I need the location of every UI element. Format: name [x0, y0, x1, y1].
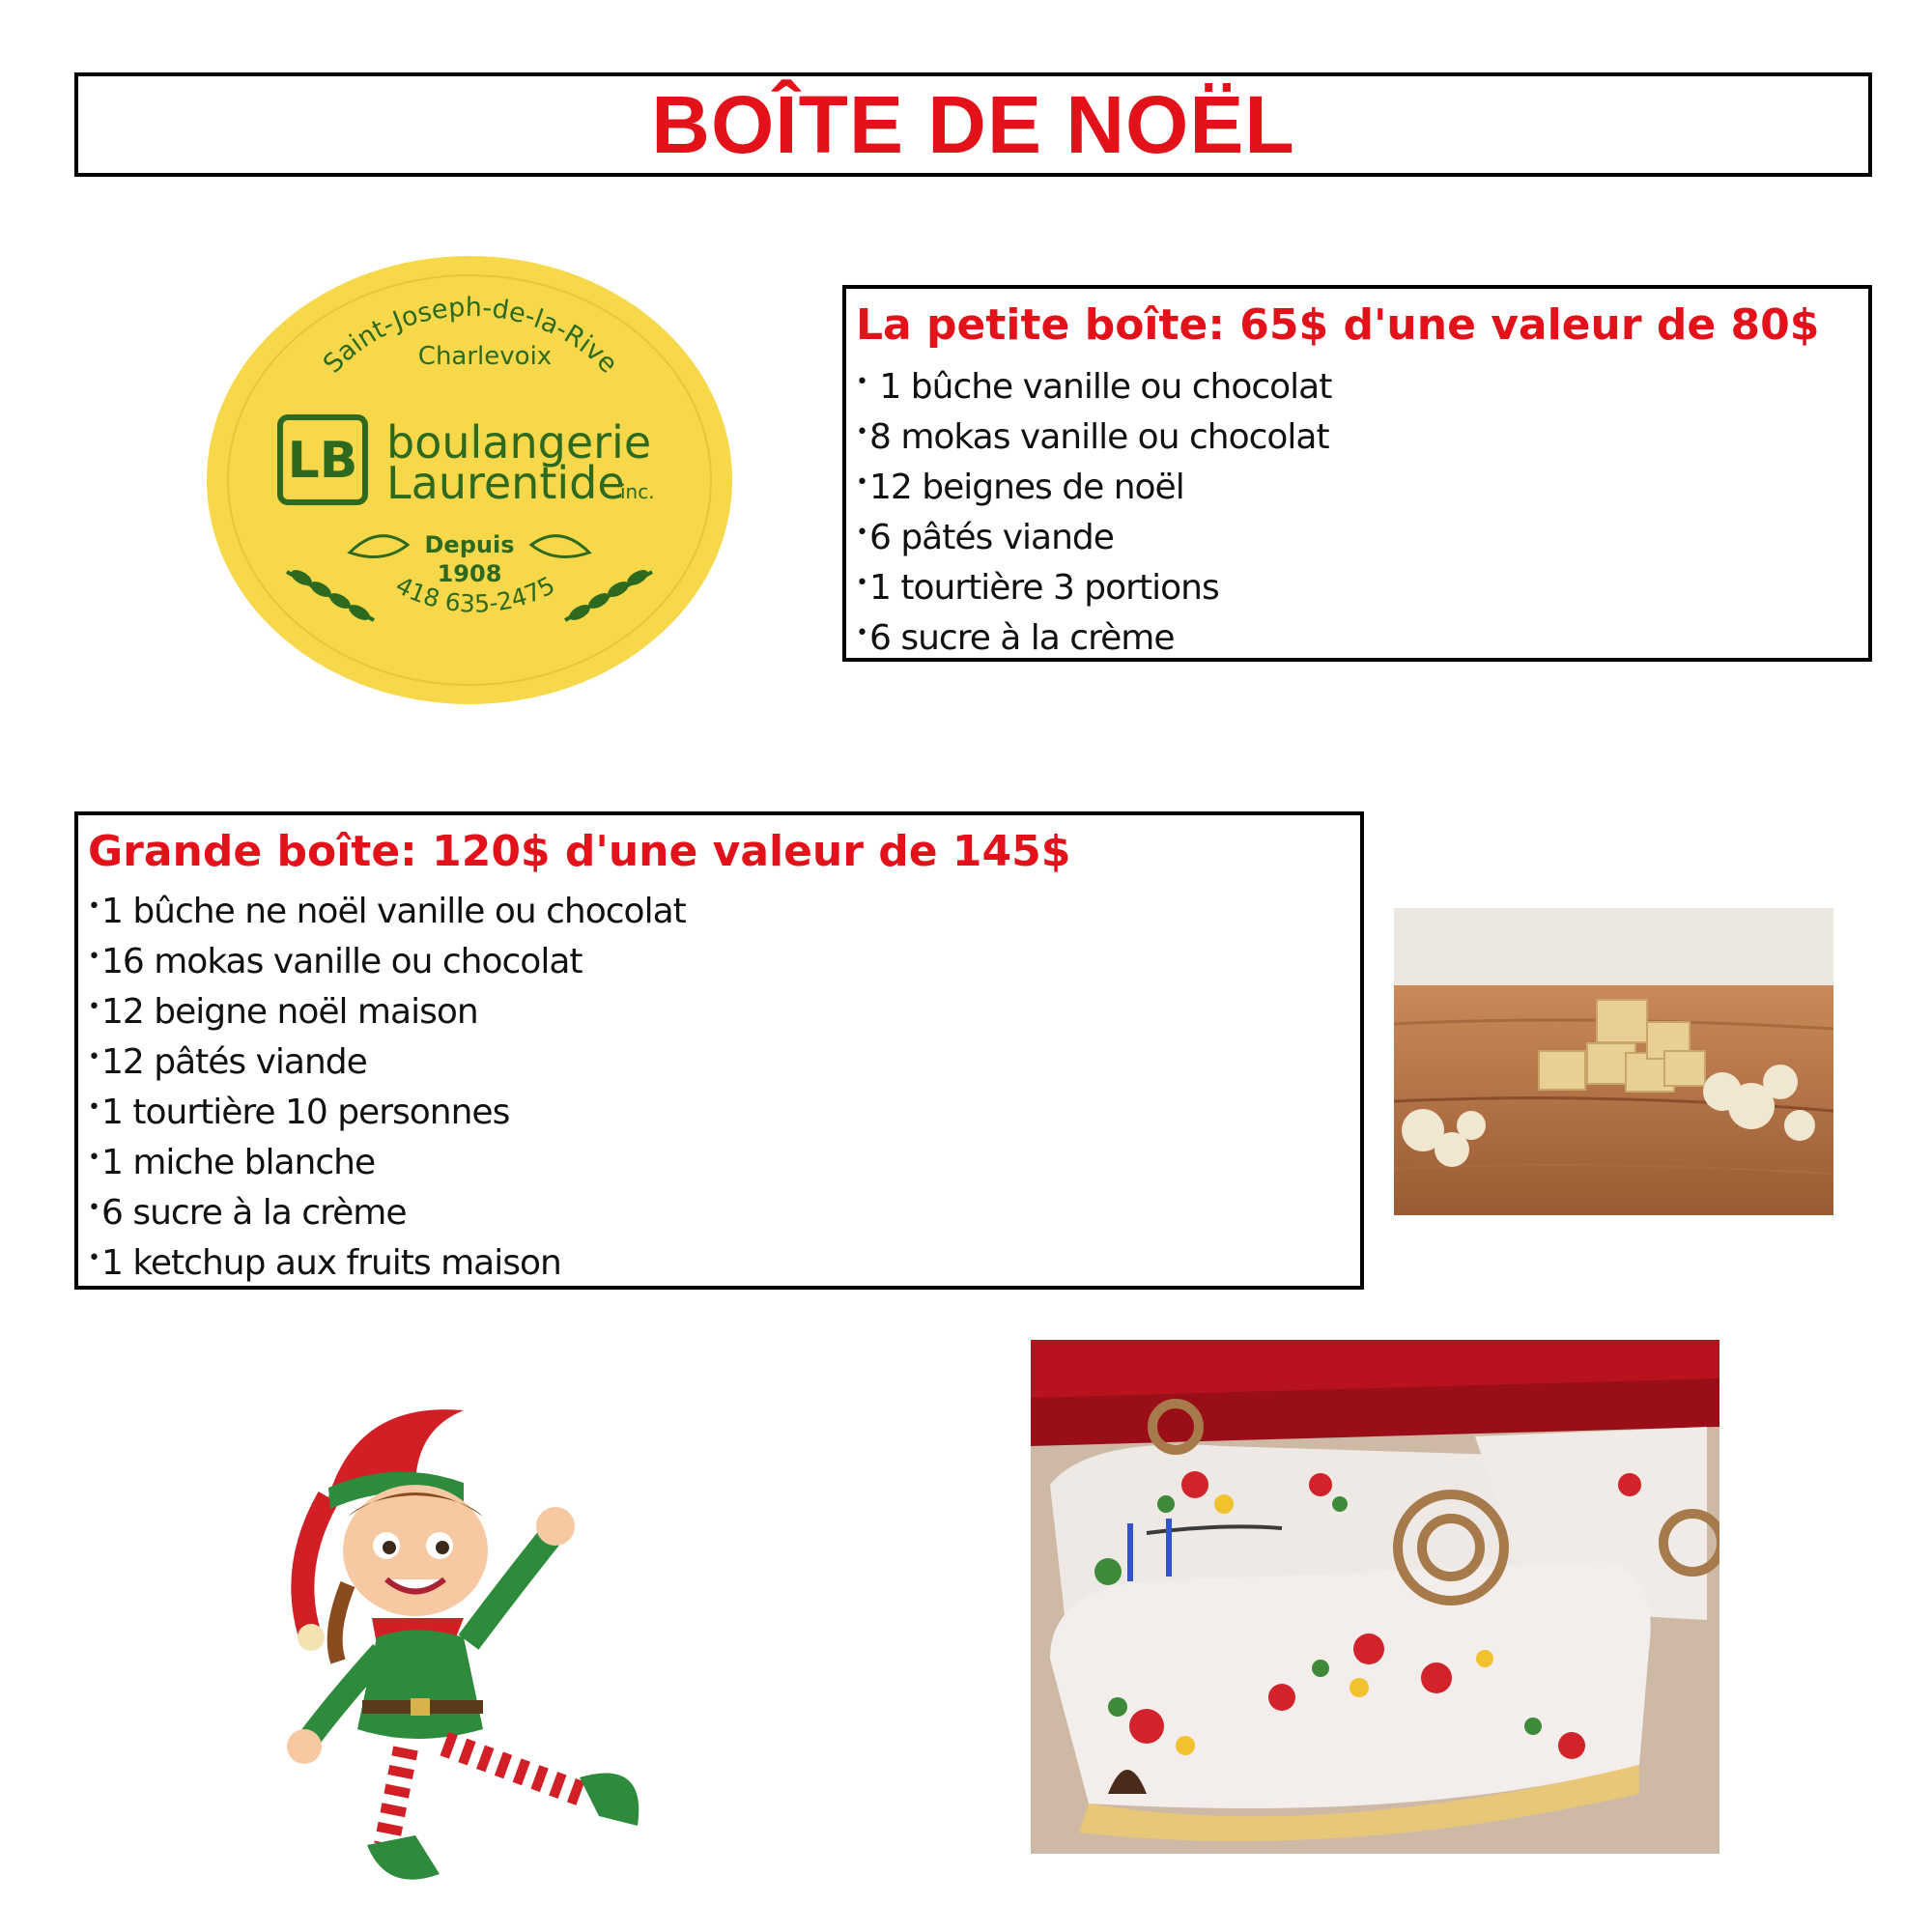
- petite-boite-box: [842, 285, 1872, 662]
- petite-boite-list: [856, 357, 1868, 659]
- petite-boite-title: La petite boîte: 65$ d'une valeur de 80$: [856, 300, 1820, 350]
- list-item: • 6 sucre à la crème: [856, 609, 1868, 659]
- bakery-logo-icon: [205, 253, 734, 707]
- list-item: • 1 tourtière 10 personnes: [88, 1083, 1360, 1133]
- logo-sub: Charlevoix: [417, 342, 553, 371]
- page-title: BOÎTE DE NOËL: [651, 78, 1295, 170]
- list-item: • 1 ketchup aux fruits maison: [88, 1234, 1360, 1284]
- list-item: • 6 pâtés viande: [856, 508, 1868, 558]
- yule-log-photo-icon: [1031, 1340, 1719, 1854]
- list-item: • 12 beignes de noël: [856, 458, 1868, 508]
- logo-since-year: 1908: [437, 560, 502, 587]
- fudge-photo-icon: [1394, 908, 1833, 1215]
- list-item: • 12 beigne noël maison: [88, 982, 1360, 1033]
- list-item: • 16 mokas vanille ou chocolat: [88, 932, 1360, 982]
- list-item: • 1 bûche vanille ou chocolat: [856, 357, 1868, 408]
- list-item: • 12 pâtés viande: [88, 1033, 1360, 1083]
- title-box: [74, 72, 1872, 177]
- logo-since-label: Depuis: [424, 531, 515, 558]
- list-item: • 1 tourtière 3 portions: [856, 558, 1868, 609]
- list-item: • 8 mokas vanille ou chocolat: [856, 408, 1868, 458]
- logo-monogram: LB: [287, 432, 358, 490]
- list-item: • 6 sucre à la crème: [88, 1183, 1360, 1234]
- logo-suffix: inc.: [620, 480, 655, 503]
- list-item: • 1 bûche ne noël vanille ou chocolat: [88, 882, 1360, 932]
- grande-boite-box: [74, 811, 1364, 1290]
- logo-name-line1: boulangerie: [386, 416, 652, 469]
- christmas-elf-icon: [270, 1391, 744, 1913]
- logo-name-line2: Laurentide: [386, 457, 625, 509]
- list-item: • 1 miche blanche: [88, 1133, 1360, 1183]
- logo-phone: 418 635-2475: [391, 571, 559, 618]
- grande-boite-title: Grande boîte: 120$ d'une valeur de 145$: [88, 827, 1071, 876]
- logo-arc-text: Saint-Joseph-de-la-Rive: [317, 292, 624, 380]
- grande-boite-list: [88, 882, 1360, 1284]
